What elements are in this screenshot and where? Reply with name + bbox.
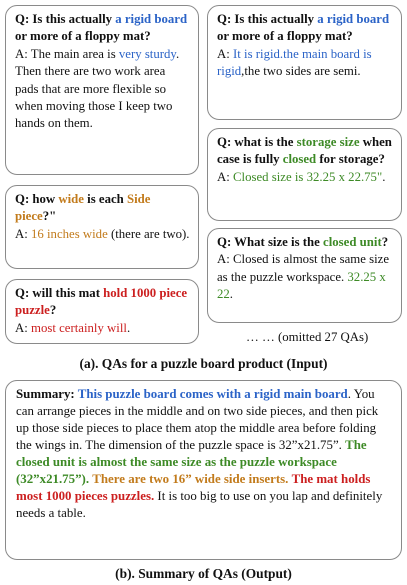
text-segment: 32.25 x 22 — [217, 269, 386, 302]
text-segment: This puzzle board comes with a rigid main board — [77, 387, 348, 401]
text-segment: wide — [58, 192, 84, 206]
text-segment: There are two 16” wide side inserts. — [92, 472, 289, 486]
text-segment: when case is fully — [217, 135, 392, 167]
text-segment: Q: how — [15, 192, 59, 206]
text-segment: closed — [282, 152, 317, 167]
text-segment: A: The main area is — [15, 46, 119, 61]
qa-answer — [15, 46, 190, 133]
text-segment: The mat holds most 1000 pieces puzzles. — [16, 472, 371, 503]
text-segment: most certainly will — [31, 320, 127, 335]
qa-question — [217, 11, 393, 46]
text-segment: A: — [217, 46, 233, 61]
text-segment: A: — [217, 169, 233, 184]
text-segment: . — [229, 287, 233, 302]
text-segment: ? — [381, 235, 389, 249]
caption-input: (a). QAs for a puzzle board product (Input) — [79, 356, 328, 371]
text-segment: Side piece — [15, 192, 151, 224]
text-segment: ? — [49, 303, 57, 318]
qa-answer — [15, 320, 190, 337]
text-segment: storage size — [296, 135, 360, 149]
text-segment: . — [382, 169, 386, 184]
text-segment: . — [126, 320, 131, 335]
qa-question — [217, 134, 393, 169]
qa-question — [15, 11, 190, 46]
qa-card-side-piece-width — [5, 185, 199, 269]
qa-answer — [217, 169, 393, 186]
text-segment: closed unit — [323, 235, 382, 249]
text-segment: . Then there are two work area pads that are more flexible so when moving those I keep two hands on them. — [15, 46, 180, 131]
qa-question — [15, 191, 190, 226]
text-segment: 16 inches wide — [31, 226, 108, 241]
text-segment: very sturdy — [118, 46, 176, 61]
text-segment: Q: what is the — [217, 135, 297, 149]
qa-card-hold-1000-pieces — [5, 279, 199, 344]
qa-answer — [15, 226, 190, 243]
text-segment: or more of a floppy mat? — [15, 29, 151, 44]
text-segment: Q: Is this actually — [15, 12, 116, 26]
caption-output: (b). Summary of QAs (Output) — [115, 566, 292, 581]
text-segment: A: — [15, 226, 31, 241]
qa-card-closed-unit-size — [207, 228, 402, 323]
text-segment: ?" — [42, 209, 57, 224]
summary-card — [5, 380, 402, 560]
text-segment: is each — [83, 192, 127, 206]
text-segment: Q: Is this actually — [217, 12, 318, 26]
qa-answer — [217, 46, 393, 81]
text-segment: A: Closed is almost the same size as the puzzle workspace. — [217, 252, 390, 284]
text-segment: a rigid board — [317, 12, 390, 26]
text-segment: The closed unit is almost the same size as the puzzle workspace (32”x21.75”). — [16, 438, 367, 486]
text-segment: Q: will this mat — [15, 286, 104, 300]
qa-question — [15, 285, 190, 320]
text-segment: hold 1000 piece puzzle — [15, 286, 188, 318]
text-segment: ,the two sides are semi. — [241, 64, 361, 79]
text-segment: Q: What size is the — [217, 235, 324, 249]
text-segment: for storage? — [316, 152, 385, 167]
text-segment: or more of a floppy mat? — [217, 29, 353, 44]
qa-card-storage-size — [207, 128, 402, 221]
text-segment: A: — [15, 320, 31, 335]
text-segment: . You can arrange pieces in the middle and on two side pieces, and then pick up those side pieces to place them atop the middle area before folding the wings in. The dimension of the puzzle space is 32”x21.75”. — [16, 387, 379, 452]
summary-text — [16, 386, 393, 522]
qa-question — [217, 234, 393, 251]
omitted-qas-note: … … (omitted 27 QAs) — [246, 330, 369, 344]
qa-card-rigid-board-left — [5, 5, 199, 175]
qa-answer — [217, 251, 393, 303]
text-segment: Summary: — [16, 387, 78, 401]
qa-card-rigid-board-right — [207, 5, 402, 120]
text-segment: a rigid board — [115, 12, 188, 26]
text-segment: (there are two). — [107, 226, 190, 241]
text-segment: It is too big to use on you lap and definitely needs a table. — [16, 489, 383, 520]
text-segment: It is rigid.the main board is rigid — [217, 46, 372, 79]
text-segment: Closed size is 32.25 x 22.75" — [233, 169, 383, 184]
